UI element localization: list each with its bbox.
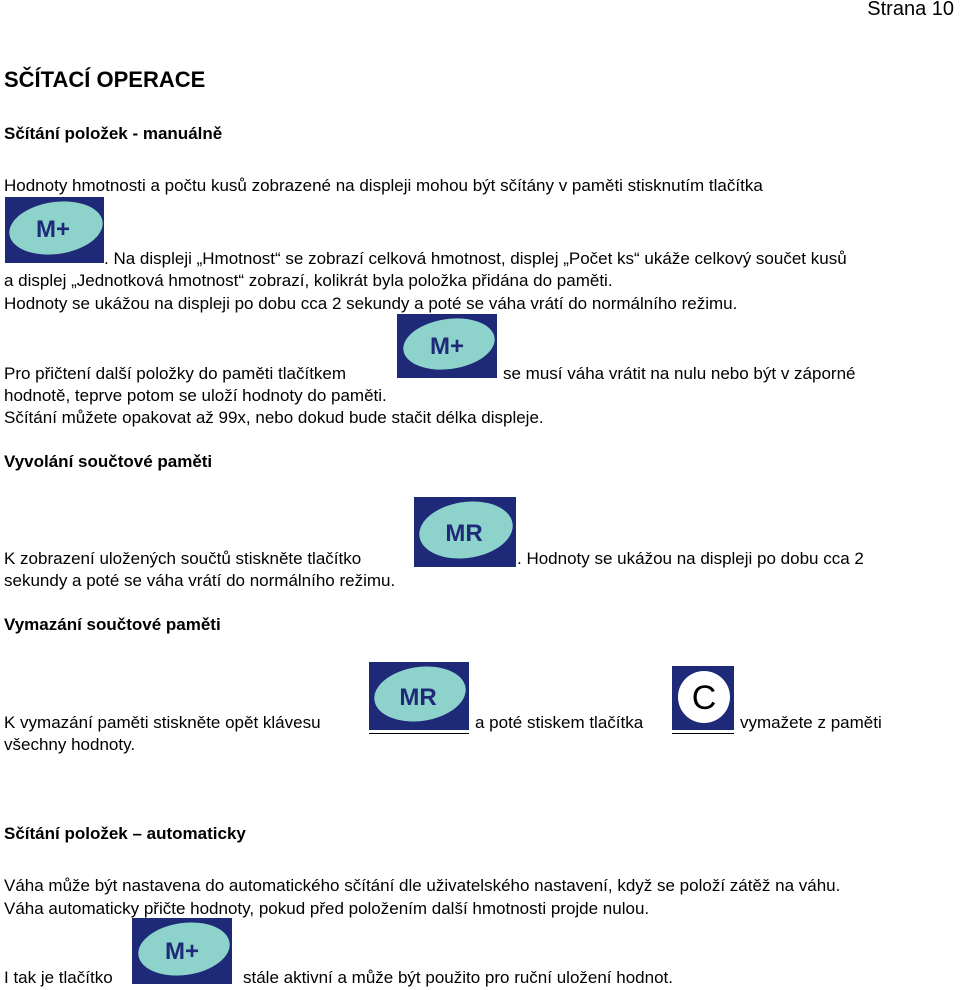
c-key-label: C: [691, 679, 717, 717]
paragraph-clear-line1-end: vymažete z paměti: [740, 713, 882, 732]
paragraph-manual-p3: Sčítání můžete opakovat až 99x, nebo dokud bude stačit délka displeje.: [4, 408, 544, 427]
paragraph-manual-p2-line2: hodnotě, teprve potom se uloží hodnoty do paměti.: [4, 386, 387, 405]
paragraph-manual-line1: Hodnoty hmotnosti a počtu kusů zobrazené na displeji mohou být sčítány v paměti stisknutím tlačítka: [4, 176, 763, 195]
underline: [369, 733, 469, 734]
m-plus-key-label: M+: [35, 216, 71, 243]
section-heading-manual: Sčítání položek - manuálně: [4, 124, 223, 143]
paragraph-recall-line1-start: K zobrazení uložených součtů stiskněte tlačítko: [4, 549, 362, 568]
paragraph-auto-line1: Váha může být nastavena do automatického sčítání dle uživatelského nastavení, když se položí zátěž na váhu.: [4, 876, 841, 895]
mr-key-label: MR: [445, 520, 483, 547]
mr-key-icon: [414, 497, 516, 567]
page-number: Strana 10: [867, 0, 954, 20]
paragraph-manual-p2-start: Pro přičtení další položky do paměti tlačítkem: [4, 364, 347, 383]
m-plus-key-icon: [132, 918, 232, 984]
section-heading-recall: Vyvolání součtové paměti: [4, 452, 213, 471]
paragraph-manual-p2-end: se musí váha vrátit na nulu nebo být v záporné: [503, 364, 856, 383]
m-plus-key-label: M+: [164, 938, 200, 965]
m-plus-key-icon: [5, 197, 104, 263]
paragraph-manual-line3: a displej „Jednotková hmotnost“ zobrazí, kolikrát byla položka přidána do paměti.: [4, 271, 613, 290]
paragraph-auto-line3-end: stále aktivní a může být použito pro ruční uložení hodnot.: [243, 968, 673, 987]
section-heading-clear: Vymazání součtové paměti: [4, 615, 221, 634]
paragraph-recall-line2: sekundy a poté se váha vrátí do normálního režimu.: [4, 571, 396, 590]
paragraph-auto-line2: Váha automaticky přičte hodnoty, pokud před položením další hmotnosti projde nulou.: [4, 899, 650, 918]
paragraph-manual-line4: Hodnoty se ukážou na displeji po dobu cca 2 sekundy a poté se váha vrátí do normálního režimu.: [4, 294, 738, 313]
paragraph-clear-line1-start: K vymazání paměti stiskněte opět klávesu: [4, 713, 321, 732]
paragraph-auto-line3-start: I tak je tlačítko: [4, 968, 113, 987]
underline: [672, 733, 734, 734]
section-heading-auto: Sčítání položek – automaticky: [4, 824, 246, 843]
mr-key-label: MR: [399, 684, 437, 711]
paragraph-clear-line2: všechny hodnoty.: [4, 735, 136, 754]
mr-key-icon: [369, 662, 469, 730]
m-plus-key-icon: [397, 314, 497, 378]
page-title: SČÍTACÍ OPERACE: [4, 67, 206, 92]
m-plus-key-label: M+: [429, 333, 465, 360]
paragraph-manual-line2: . Na displeji „Hmotnost“ se zobrazí celková hmotnost, displej „Počet ks“ ukáže celkový součet kusů: [104, 249, 847, 268]
c-key-icon: [672, 666, 734, 730]
paragraph-recall-line1-end: . Hodnoty se ukážou na displeji po dobu cca 2: [517, 549, 864, 568]
paragraph-clear-line1-middle: a poté stiskem tlačítka: [475, 713, 644, 732]
